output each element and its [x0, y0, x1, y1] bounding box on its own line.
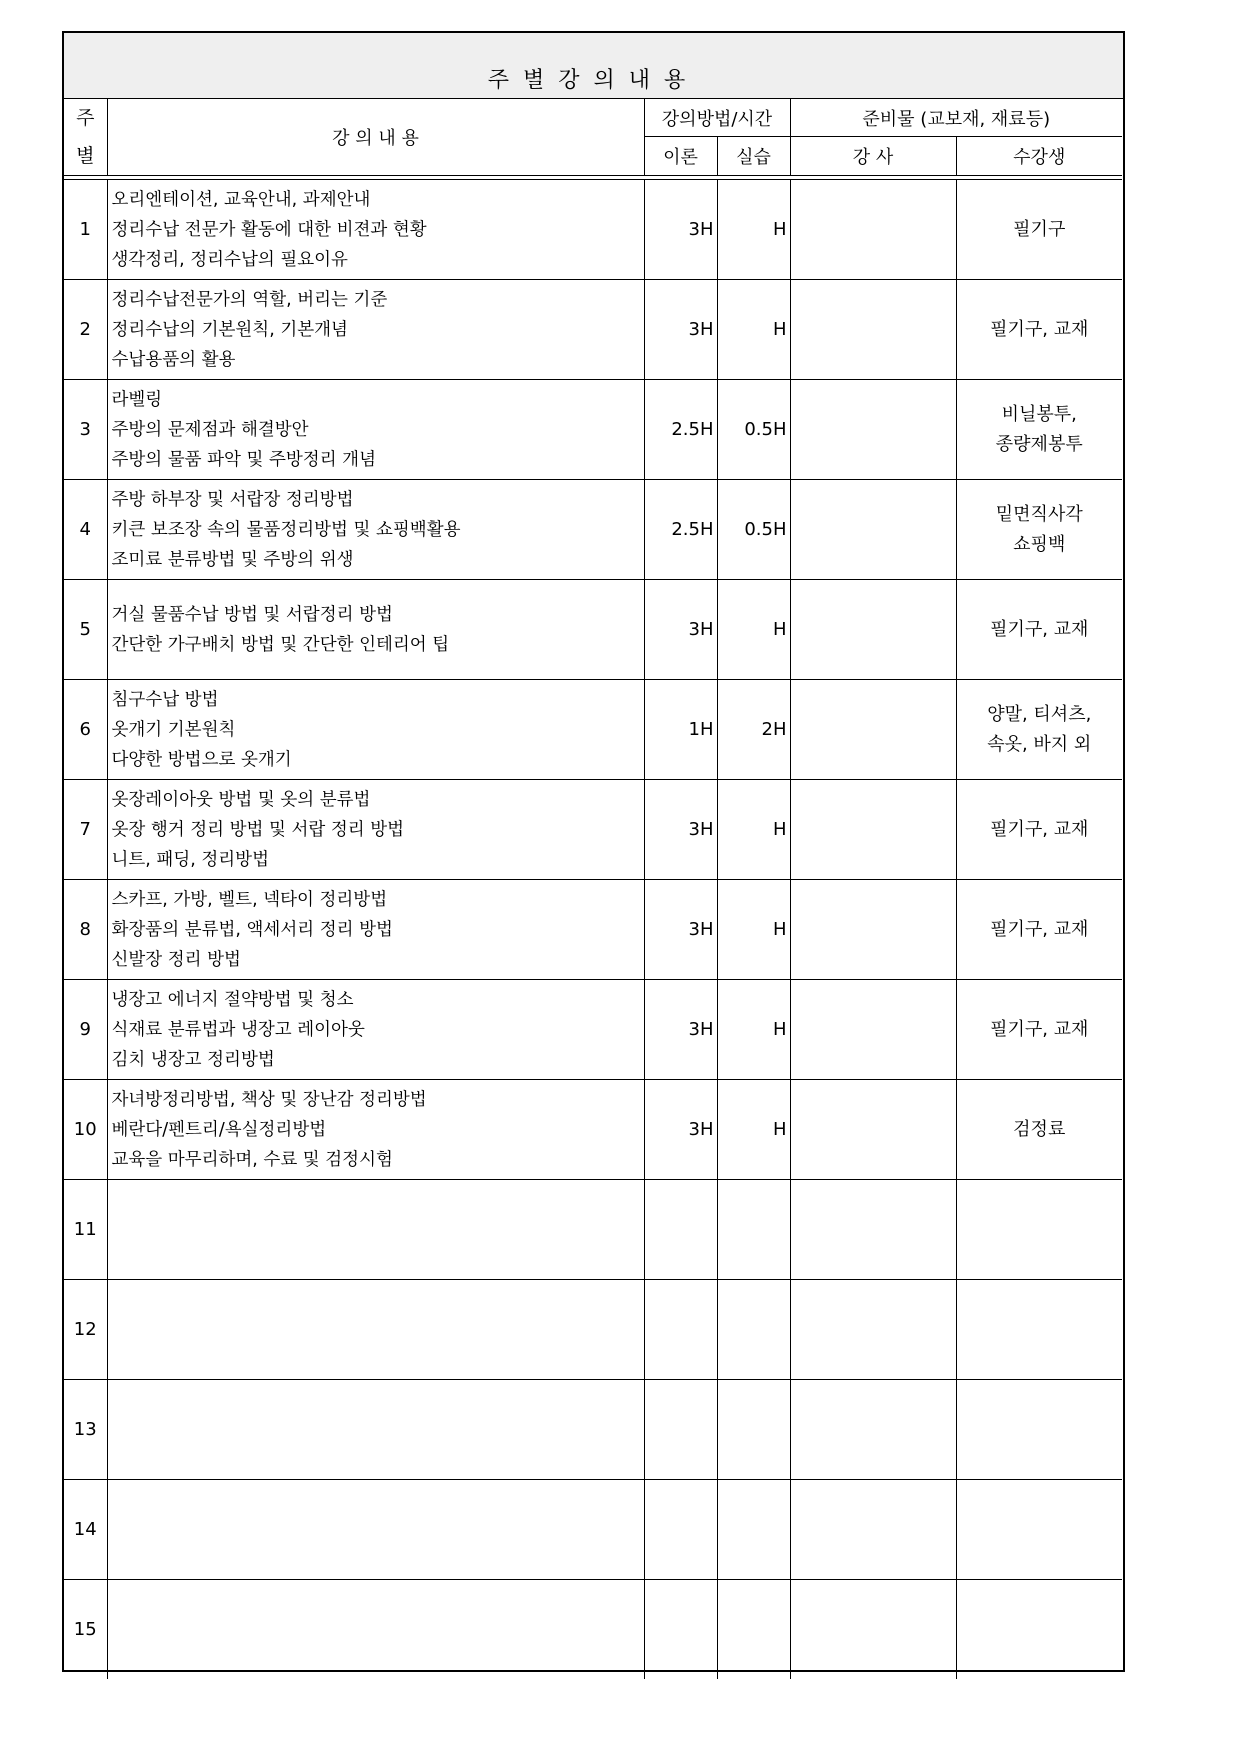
week-header-line: 별 — [76, 145, 95, 167]
practice-hours: H — [717, 980, 790, 1080]
theory-hours: 3H — [644, 880, 717, 980]
practice-hours: H — [717, 180, 790, 280]
content-line: 정리수납전문가의 역할, 버리는 기준 — [111, 289, 388, 310]
instructor-materials — [790, 1080, 956, 1180]
lecture-content — [107, 280, 644, 380]
table-row — [64, 380, 1122, 480]
instructor-materials — [790, 1380, 956, 1480]
content-line: 주방의 물품 파악 및 주방정리 개념 — [111, 449, 376, 470]
instructor-header: 강 사 — [790, 137, 956, 176]
table-row — [64, 880, 1122, 980]
table-row — [64, 1280, 1122, 1380]
table-row — [64, 180, 1122, 280]
content-line: 주방의 문제점과 해결방안 — [111, 419, 309, 440]
practice-hours: H — [717, 280, 790, 380]
practice-header: 실습 — [717, 137, 790, 176]
theory-hours — [644, 1180, 717, 1280]
theory-hours — [644, 1280, 717, 1380]
lecture-content — [107, 1280, 644, 1380]
content-line: 옷장레이아웃 방법 및 옷의 분류법 — [111, 789, 371, 810]
practice-hours — [717, 1380, 790, 1480]
instructor-materials — [790, 780, 956, 880]
student-materials — [956, 280, 1122, 380]
practice-hours: H — [717, 780, 790, 880]
instructor-materials — [790, 1580, 956, 1680]
student-material-line: 필기구 — [1013, 218, 1066, 240]
instructor-materials — [790, 280, 956, 380]
instructor-materials — [790, 880, 956, 980]
instructor-materials — [790, 1480, 956, 1580]
table-row — [64, 280, 1122, 380]
instructor-materials — [790, 1180, 956, 1280]
content-column-header: 강 의 내 용 — [107, 99, 644, 176]
student-material-line: 필기구, 교재 — [990, 918, 1089, 940]
lecture-content — [107, 980, 644, 1080]
lecture-content — [107, 1080, 644, 1180]
student-material-line: 필기구, 교재 — [990, 318, 1089, 340]
instructor-materials — [790, 480, 956, 580]
lecture-content — [107, 1480, 644, 1580]
week-number: 9 — [64, 980, 107, 1080]
student-materials — [956, 380, 1122, 480]
table-row — [64, 780, 1122, 880]
content-line: 식재료 분류법과 냉장고 레이아웃 — [111, 1019, 365, 1040]
content-line: 신발장 정리 방법 — [111, 949, 241, 970]
lecture-content — [107, 780, 644, 880]
lecture-content — [107, 380, 644, 480]
student-material-line: 필기구, 교재 — [990, 1018, 1089, 1040]
student-material-line: 속옷, 바지 외 — [987, 733, 1092, 755]
student-materials — [956, 980, 1122, 1080]
content-line: 오리엔테이션, 교육안내, 과제안내 — [111, 189, 371, 210]
week-number: 14 — [64, 1480, 107, 1580]
student-material-line: 밑면직사각 — [995, 503, 1083, 525]
week-number: 11 — [64, 1180, 107, 1280]
table-row — [64, 1180, 1122, 1280]
student-materials — [956, 180, 1122, 280]
week-number: 15 — [64, 1580, 107, 1680]
practice-hours — [717, 1180, 790, 1280]
student-materials — [956, 1280, 1122, 1380]
practice-hours — [717, 1480, 790, 1580]
table-row — [64, 580, 1122, 680]
lecture-content — [107, 1380, 644, 1480]
practice-hours: 2H — [717, 680, 790, 780]
lecture-content — [107, 1580, 644, 1680]
lecture-content — [107, 180, 644, 280]
content-line: 니트, 패딩, 정리방법 — [111, 849, 269, 870]
theory-hours: 2.5H — [644, 480, 717, 580]
student-materials — [956, 1480, 1122, 1580]
content-line: 옷개기 기본원칙 — [111, 719, 236, 740]
theory-hours: 3H — [644, 980, 717, 1080]
student-materials — [956, 1580, 1122, 1680]
table-row — [64, 1480, 1122, 1580]
content-line: 주방 하부장 및 서랍장 정리방법 — [111, 489, 354, 510]
theory-hours — [644, 1480, 717, 1580]
content-line: 간단한 가구배치 방법 및 간단한 인테리어 팁 — [111, 634, 450, 655]
content-line: 냉장고 에너지 절약방법 및 청소 — [111, 989, 354, 1010]
table-title: 주별강의내용 — [487, 68, 700, 93]
week-number: 12 — [64, 1280, 107, 1380]
instructor-materials — [790, 1280, 956, 1380]
student-material-line: 종량제봉투 — [995, 433, 1083, 455]
week-number: 5 — [64, 580, 107, 680]
theory-hours: 3H — [644, 1080, 717, 1180]
table-title-bar — [64, 33, 1123, 99]
theory-hours: 2.5H — [644, 380, 717, 480]
practice-hours: 0.5H — [717, 480, 790, 580]
instructor-materials — [790, 680, 956, 780]
week-number: 10 — [64, 1080, 107, 1180]
student-material-line: 필기구, 교재 — [990, 618, 1089, 640]
week-number: 4 — [64, 480, 107, 580]
materials-header: 준비물 (교보재, 재료등) — [790, 99, 1122, 137]
content-line: 조미료 분류방법 및 주방의 위생 — [111, 549, 354, 570]
student-materials — [956, 580, 1122, 680]
content-line: 옷장 행거 정리 방법 및 서랍 정리 방법 — [111, 819, 405, 840]
content-line: 자녀방정리방법, 책상 및 장난감 정리방법 — [111, 1089, 427, 1110]
student-header: 수강생 — [956, 137, 1122, 176]
instructor-materials — [790, 180, 956, 280]
student-material-line: 쇼핑백 — [1013, 533, 1066, 555]
theory-hours — [644, 1580, 717, 1680]
content-line: 수납용품의 활용 — [111, 349, 236, 370]
table-row — [64, 1380, 1122, 1480]
practice-hours: H — [717, 880, 790, 980]
content-line: 정리수납의 기본원칙, 기본개념 — [111, 319, 348, 340]
student-material-line: 양말, 티셔츠, — [987, 703, 1092, 725]
table-row — [64, 1580, 1122, 1680]
lecture-content — [107, 1180, 644, 1280]
content-line: 정리수납 전문가 활동에 대한 비젼과 현황 — [111, 219, 427, 240]
content-line: 화장품의 분류법, 액세서리 정리 방법 — [111, 919, 393, 940]
week-number: 8 — [64, 880, 107, 980]
content-line: 침구수납 방법 — [111, 689, 219, 710]
practice-hours: 0.5H — [717, 380, 790, 480]
week-number: 7 — [64, 780, 107, 880]
instructor-materials — [790, 980, 956, 1080]
theory-hours — [644, 1380, 717, 1480]
week-number: 6 — [64, 680, 107, 780]
content-line: 베란다/펜트리/욕실정리방법 — [111, 1119, 327, 1140]
instructor-materials — [790, 380, 956, 480]
content-line: 생각정리, 정리수납의 필요이유 — [111, 249, 348, 270]
theory-hours: 3H — [644, 780, 717, 880]
student-material-line: 비닐봉투, — [1001, 403, 1077, 425]
practice-hours: H — [717, 1080, 790, 1180]
student-materials — [956, 880, 1122, 980]
theory-hours: 3H — [644, 580, 717, 680]
week-number: 2 — [64, 280, 107, 380]
week-header-line: 주 — [76, 107, 95, 129]
content-line: 다양한 방법으로 옷개기 — [111, 749, 292, 770]
student-material-line: 검정료 — [1013, 1118, 1066, 1140]
practice-hours — [717, 1280, 790, 1380]
theory-hours: 1H — [644, 680, 717, 780]
practice-hours — [717, 1580, 790, 1680]
week-number: 13 — [64, 1380, 107, 1480]
table-row — [64, 1080, 1122, 1180]
theory-hours: 3H — [644, 280, 717, 380]
content-line: 교육을 마무리하며, 수료 및 검정시험 — [111, 1149, 393, 1170]
method-time-header: 강의방법/시간 — [644, 99, 790, 137]
table-row — [64, 480, 1122, 580]
content-line: 라벨링 — [111, 389, 163, 410]
lecture-content — [107, 480, 644, 580]
table-row — [64, 680, 1122, 780]
instructor-materials — [790, 580, 956, 680]
student-materials — [956, 780, 1122, 880]
syllabus-grid — [64, 99, 1122, 1679]
student-materials — [956, 1380, 1122, 1480]
lecture-content — [107, 880, 644, 980]
table-row — [64, 980, 1122, 1080]
lecture-content — [107, 680, 644, 780]
student-materials — [956, 480, 1122, 580]
student-materials — [956, 680, 1122, 780]
weekly-syllabus-table — [62, 31, 1125, 1672]
student-material-line: 필기구, 교재 — [990, 818, 1089, 840]
theory-header: 이론 — [644, 137, 717, 176]
content-line: 키큰 보조장 속의 물품정리방법 및 쇼핑백활용 — [111, 519, 461, 540]
theory-hours: 3H — [644, 180, 717, 280]
week-column-header — [64, 99, 107, 176]
practice-hours: H — [717, 580, 790, 680]
week-number: 1 — [64, 180, 107, 280]
lecture-content — [107, 580, 644, 680]
student-materials — [956, 1080, 1122, 1180]
content-line: 거실 물품수납 방법 및 서랍정리 방법 — [111, 604, 393, 625]
student-materials — [956, 1180, 1122, 1280]
content-line: 김치 냉장고 정리방법 — [111, 1049, 275, 1070]
content-line: 스카프, 가방, 벨트, 넥타이 정리방법 — [111, 889, 388, 910]
week-number: 3 — [64, 380, 107, 480]
